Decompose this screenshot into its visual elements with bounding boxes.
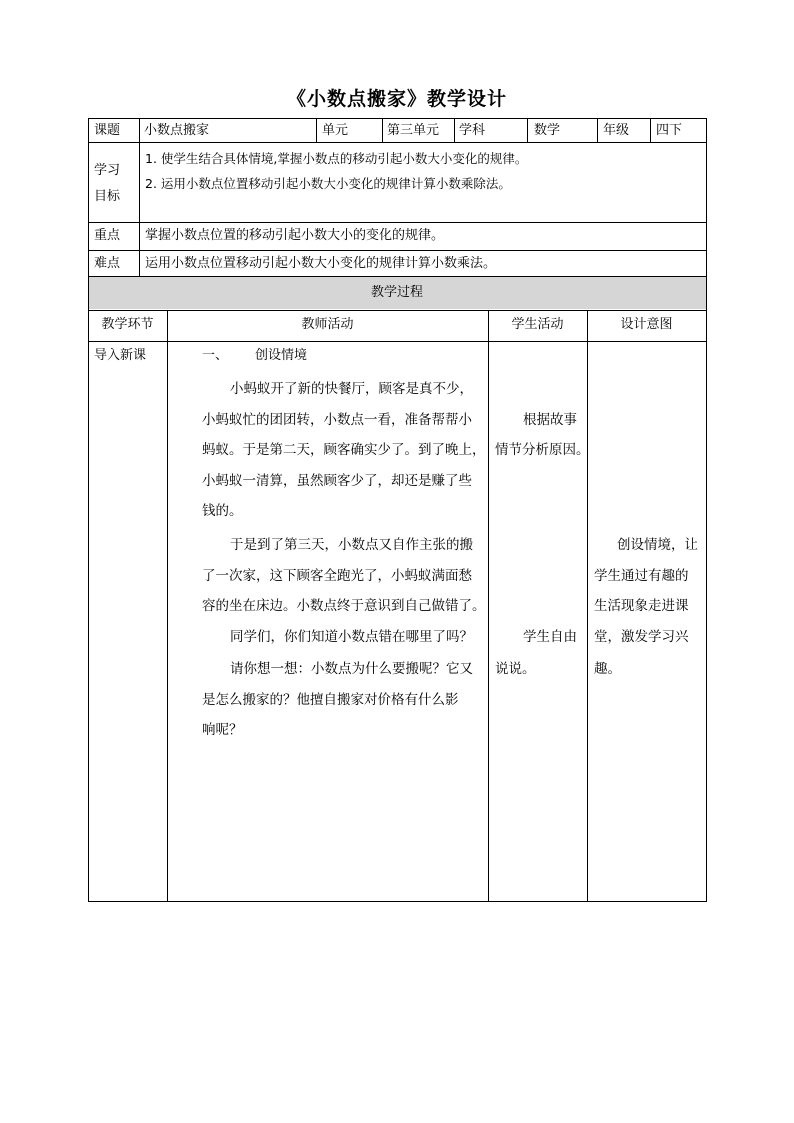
stage-text: 导入新课: [94, 348, 147, 363]
student-activity-line: 情节分析原因。: [495, 442, 590, 458]
column-header-teacher: 教师活动: [301, 317, 354, 332]
table-rule: [88, 276, 707, 277]
table-rule: [88, 341, 707, 342]
paragraph-line: 于是到了第三天，小数点又自作主张的搬: [230, 537, 473, 553]
column-header-student: 学生活动: [511, 317, 564, 332]
key-point-text: 掌握小数点位置的移动引起小数大小的变化的规律。: [145, 228, 445, 243]
topic-label: 课题: [94, 123, 121, 138]
intent-line: 学生通过有趣的: [594, 568, 689, 584]
table-rule: [88, 142, 707, 143]
difficulty-label: 难点: [94, 256, 121, 271]
subject-label: 学科: [459, 123, 486, 138]
unit-value: 第三单元: [387, 123, 440, 138]
goals-label-line1: 学习: [94, 163, 121, 178]
paragraph-line: 小蚂蚁一清算，虽然顾客少了，却还是赚了些: [202, 473, 472, 489]
table-rule: [527, 118, 528, 142]
table-rule: [316, 118, 317, 142]
goals-label-line2: 目标: [94, 189, 121, 204]
grade-value: 四下: [656, 123, 683, 138]
intent-line: 堂，激发学习兴: [594, 629, 689, 645]
table-rule: [167, 310, 168, 902]
paragraph-line: 是怎么搬家的？他擅自搬家对价格有什么影: [202, 692, 459, 708]
paragraph-line: 小蚂蚁开了新的快餐厅，顾客是真不少，: [230, 381, 473, 397]
unit-label: 单元: [322, 123, 349, 138]
table-rule: [382, 118, 383, 142]
table-rule: [454, 118, 455, 142]
table-rule: [587, 310, 588, 902]
paragraph-line: 钱的。: [202, 503, 243, 519]
difficulty-text: 运用小数点位置移动引起小数大小变化的规律计算小数乘法。: [145, 256, 497, 271]
table-rule: [88, 250, 707, 251]
paragraph-line: 了一次家，这下顾客全跑光了，小蚂蚁满面愁: [202, 568, 472, 584]
table-border-bottom: [88, 901, 707, 902]
subject-value: 数学: [534, 123, 561, 138]
page-title: 《小数点搬家》教学设计: [286, 88, 507, 110]
table-border-top: [88, 118, 707, 119]
table-rule: [488, 310, 489, 902]
paragraph-line: 容的坐在床边。小数点终于意识到自己做错了。: [202, 598, 486, 614]
topic-value: 小数点搬家: [144, 123, 210, 138]
student-activity-line: 根据故事: [523, 412, 577, 428]
paragraph-line: 响呢？: [202, 722, 243, 738]
intent-line: 趣。: [594, 661, 621, 677]
intent-line: 生活现象走进课: [594, 598, 689, 614]
heading-number: 一、: [202, 348, 229, 363]
key-point-label: 重点: [94, 228, 121, 243]
student-activity-line: 说说。: [495, 661, 536, 677]
paragraph-line: 同学们，你们知道小数点错在哪里了吗？: [230, 629, 473, 645]
paragraph-line: 小蚂蚁忙的团团转，小数点一看，准备帮帮小: [202, 412, 472, 428]
goal-item: 2. 运用小数点位置移动引起小数大小变化的规律计算小数乘除法。: [145, 176, 511, 191]
grade-label: 年级: [603, 123, 630, 138]
table-rule: [650, 118, 651, 142]
table-border-left: [88, 118, 89, 902]
heading-text: 创设情境: [255, 348, 308, 363]
column-header-intent: 设计意图: [620, 317, 673, 332]
table-rule: [88, 222, 707, 223]
table-rule: [597, 118, 598, 142]
column-header-stage: 教学环节: [101, 317, 154, 332]
student-activity-line: 学生自由: [523, 629, 577, 645]
table-rule: [88, 310, 707, 311]
paragraph-line: 请你想一想：小数点为什么要搬呢？它又: [230, 661, 473, 677]
process-header: 教学过程: [370, 285, 423, 300]
intent-line: 创设情境，让: [617, 537, 698, 553]
table-rule: [139, 118, 140, 276]
table-border-right: [706, 118, 707, 902]
goal-item: 1. 使学生结合具体情境,掌握小数点的移动引起小数大小变化的规律。: [145, 151, 528, 166]
paragraph-line: 蚂蚁。于是第二天，顾客确实少了。到了晚上，: [202, 442, 486, 458]
